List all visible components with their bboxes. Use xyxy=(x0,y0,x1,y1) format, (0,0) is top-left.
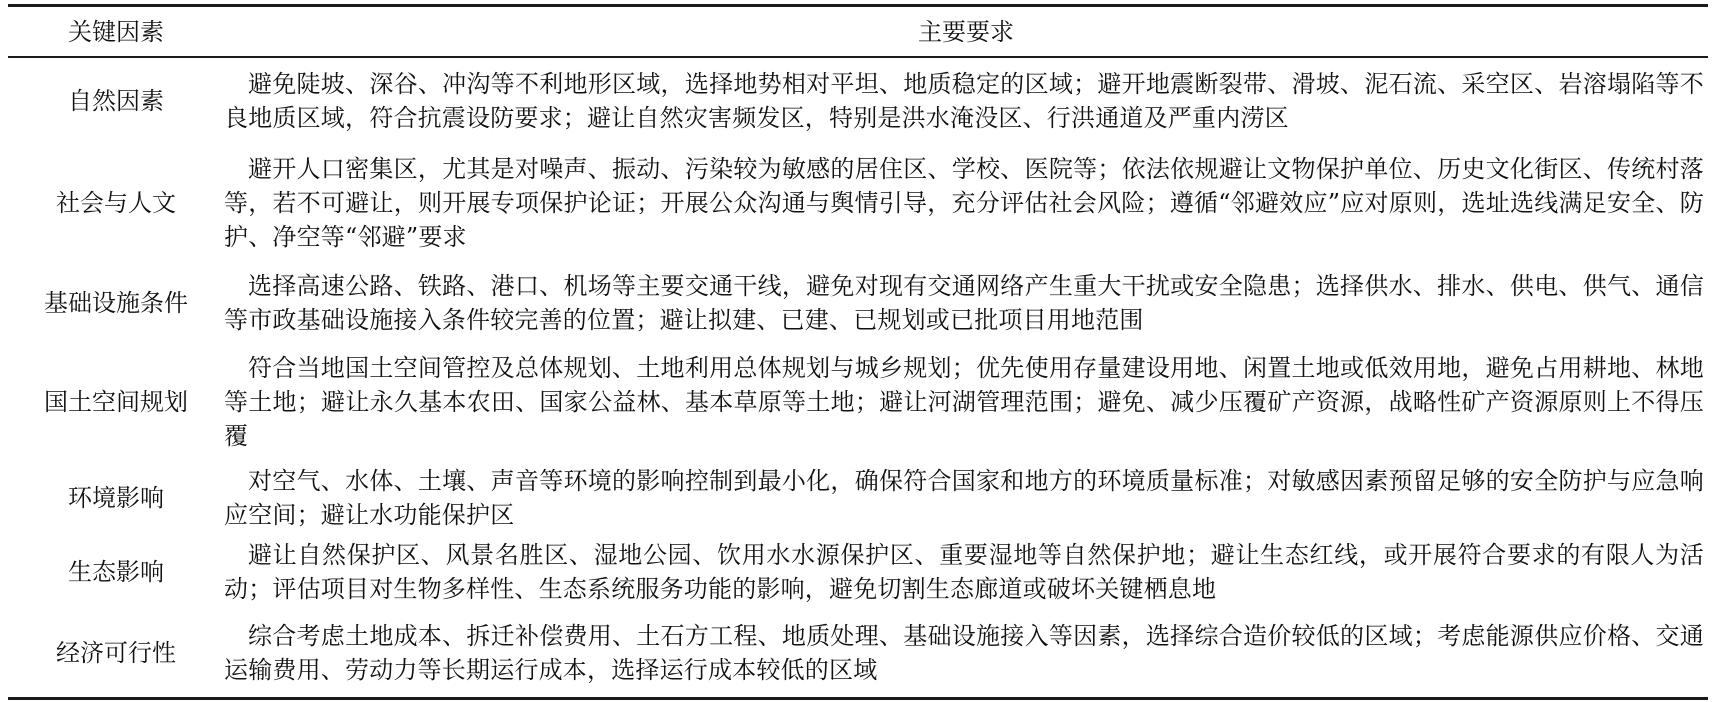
table-row xyxy=(8,609,1708,697)
table-row xyxy=(8,144,1708,263)
row-requirement: 避让自然保护区、风景名胜区、湿地公园、饮用水水源保护区、重要湿地等自然保护地；避让生态红线，或开展符合要求的有限人为活动；评估项目对生物多样性、生态系统服务功能的影响，避免切割生态廊道或破坏关键栖息地 xyxy=(224,540,1704,603)
row-factor: 经济可行性 xyxy=(56,638,176,667)
table-row xyxy=(8,343,1708,461)
row-requirement: 选择高速公路、铁路、港口、机场等主要交通干线，避免对现有交通网络产生重大干扰或安全隐患；选择供水、排水、供电、供气、通信等市政基础设施接入条件较完善的位置；避让拟建、已建、已规划或已批项目用地范围 xyxy=(224,271,1704,334)
header-factor: 关键因素 xyxy=(68,17,164,46)
table-row xyxy=(8,58,1708,144)
row-factor: 国土空间规划 xyxy=(44,387,188,416)
row-factor: 环境影响 xyxy=(68,483,164,512)
row-factor: 基础设施条件 xyxy=(44,288,188,317)
bottom-rule xyxy=(8,697,1708,700)
row-requirement: 避开人口密集区，尤其是对噪声、振动、污染较为敏感的居住区、学校、医院等；依法依规避让文物保护单位、历史文化街区、传统村落等，若不可避让，则开展专项保护论证；开展公众沟通与舆情引导，充分评估社会风险；遵循“邻避效应”应对原则，选址选线满足安全、防护、净空等“邻避”要求 xyxy=(224,155,1704,251)
row-requirement: 避免陡坡、深谷、冲沟等不利地形区域，选择地势相对平坦、地质稳定的区域；避开地震断裂带、滑坡、泥石流、采空区、岩溶塌陷等不良地质区域，符合抗震设防要求；避让自然灾害频发区，特别是洪水淹没区、行洪通道及严重内涝区 xyxy=(224,69,1704,132)
table-header xyxy=(8,7,1708,56)
row-requirement: 综合考虑土地成本、拆迁补偿费用、土石方工程、地质处理、基础设施接入等因素，选择综合造价较低的区域；考虑能源供应价格、交通运输费用、劳动力等长期运行成本，选择运行成本较低的区域 xyxy=(224,621,1704,684)
table-row xyxy=(8,535,1708,609)
requirements-table xyxy=(8,4,1708,700)
row-requirement: 符合当地国土空间管控及总体规划、土地利用总体规划与城乡规划；优先使用存量建设用地、闲置土地或低效用地，避免占用耕地、林地等土地；避让永久基本农田、国家公益林、基本草原等土地；避让河湖管理范围；避免、减少压覆矿产资源，战略性矿产资源原则上不得压覆 xyxy=(224,353,1704,450)
header-requirement: 主要要求 xyxy=(918,17,1014,46)
row-factor: 自然因素 xyxy=(68,86,164,115)
row-factor: 生态影响 xyxy=(68,557,164,586)
table-row xyxy=(8,263,1708,343)
row-requirement: 对空气、水体、土壤、声音等环境的影响控制到最小化，确保符合国家和地方的环境质量标准；对敏感因素预留足够的安全防护与应急响应空间；避让水功能保护区 xyxy=(224,466,1704,529)
table-row xyxy=(8,461,1708,535)
row-factor: 社会与人文 xyxy=(56,189,176,217)
